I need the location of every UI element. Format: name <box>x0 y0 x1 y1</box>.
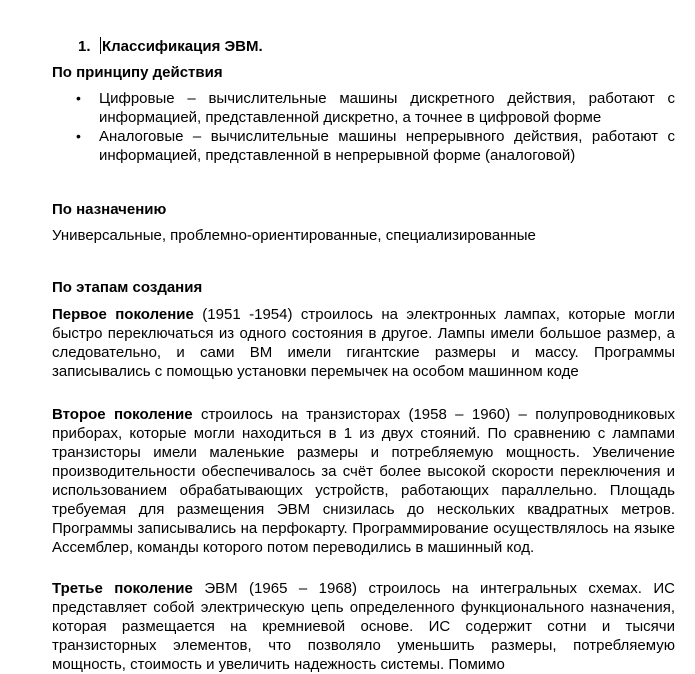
title-number: 1. <box>78 38 91 55</box>
bullet-text: Аналоговые – вычислительные машины непрерывного действия, работают с информацией, представленной в непрерывной форме (аналоговой) <box>99 128 675 164</box>
gen1-text: (1951 -1954) строилось на электронных лампах, которые могли быстро переключаться из одного состояния в другое. Лампы имели большое размер, а следовательно, и сами ВМ имели гигантские размеры и массу. Программы записывались с помощью установки перемычек на особом машинном коде <box>52 306 675 380</box>
text-cursor <box>100 37 101 54</box>
paragraph-gen1 <box>52 305 675 381</box>
paragraph-gen3 <box>52 579 675 674</box>
list-item <box>52 89 675 127</box>
bullet-list <box>52 89 675 165</box>
document-title <box>78 37 263 56</box>
title-text: Классификация ЭВМ. <box>102 38 263 55</box>
heading-operation-principle: По принципу действия <box>52 64 223 81</box>
gen2-text: строилось на транзисторах (1958 – 1960) – полупроводниковых приборах, которые могли находиться в 1 из двух стояний. По сравнению с лампами транзисторы имели маленькие размеры и потребляемую мощность. Увеличение производительности обеспечивалось за счёт более высокой скорости переключения и использованием обрабатывающих устройств, работающих параллельно. Площадь требуемая для размещения ЭВМ снизилась до нескольких квадратных метров. Программы записывались на перфокарту. Программирование осуществлялось на языке Ассемблер, команды которого потом переводились в машинный код. <box>52 406 675 556</box>
purpose-text: Универсальные, проблемно-ориентированные, специализированные <box>52 227 536 244</box>
gen2-label: Второе поколение <box>52 406 193 423</box>
gen3-text: ЭВМ (1965 – 1968) строилось на интегральных схемах. ИС представляет собой электрическую цепь определенного функционального назначения, которая размещается на кремниевой основе. ИС содержит сотни и тысячи транзисторных элементов, что позволяло уменьшить размеры, потребляемую мощность, стоимость и увеличить надежность системы. Помимо <box>52 580 675 673</box>
gen1-label: Первое поколение <box>52 306 194 323</box>
paragraph-gen2 <box>52 405 675 557</box>
heading-generations: По этапам создания <box>52 279 203 296</box>
heading-purpose: По назначению <box>52 201 167 218</box>
list-item <box>52 127 675 165</box>
bullet-icon: • <box>76 128 81 144</box>
bullet-text: Цифровые – вычислительные машины дискретного действия, работают с информацией, представленной дискретно, а точнее в цифровой форме <box>99 90 675 126</box>
bullet-icon: • <box>76 90 81 106</box>
gen3-label: Третье поколение <box>52 580 193 597</box>
